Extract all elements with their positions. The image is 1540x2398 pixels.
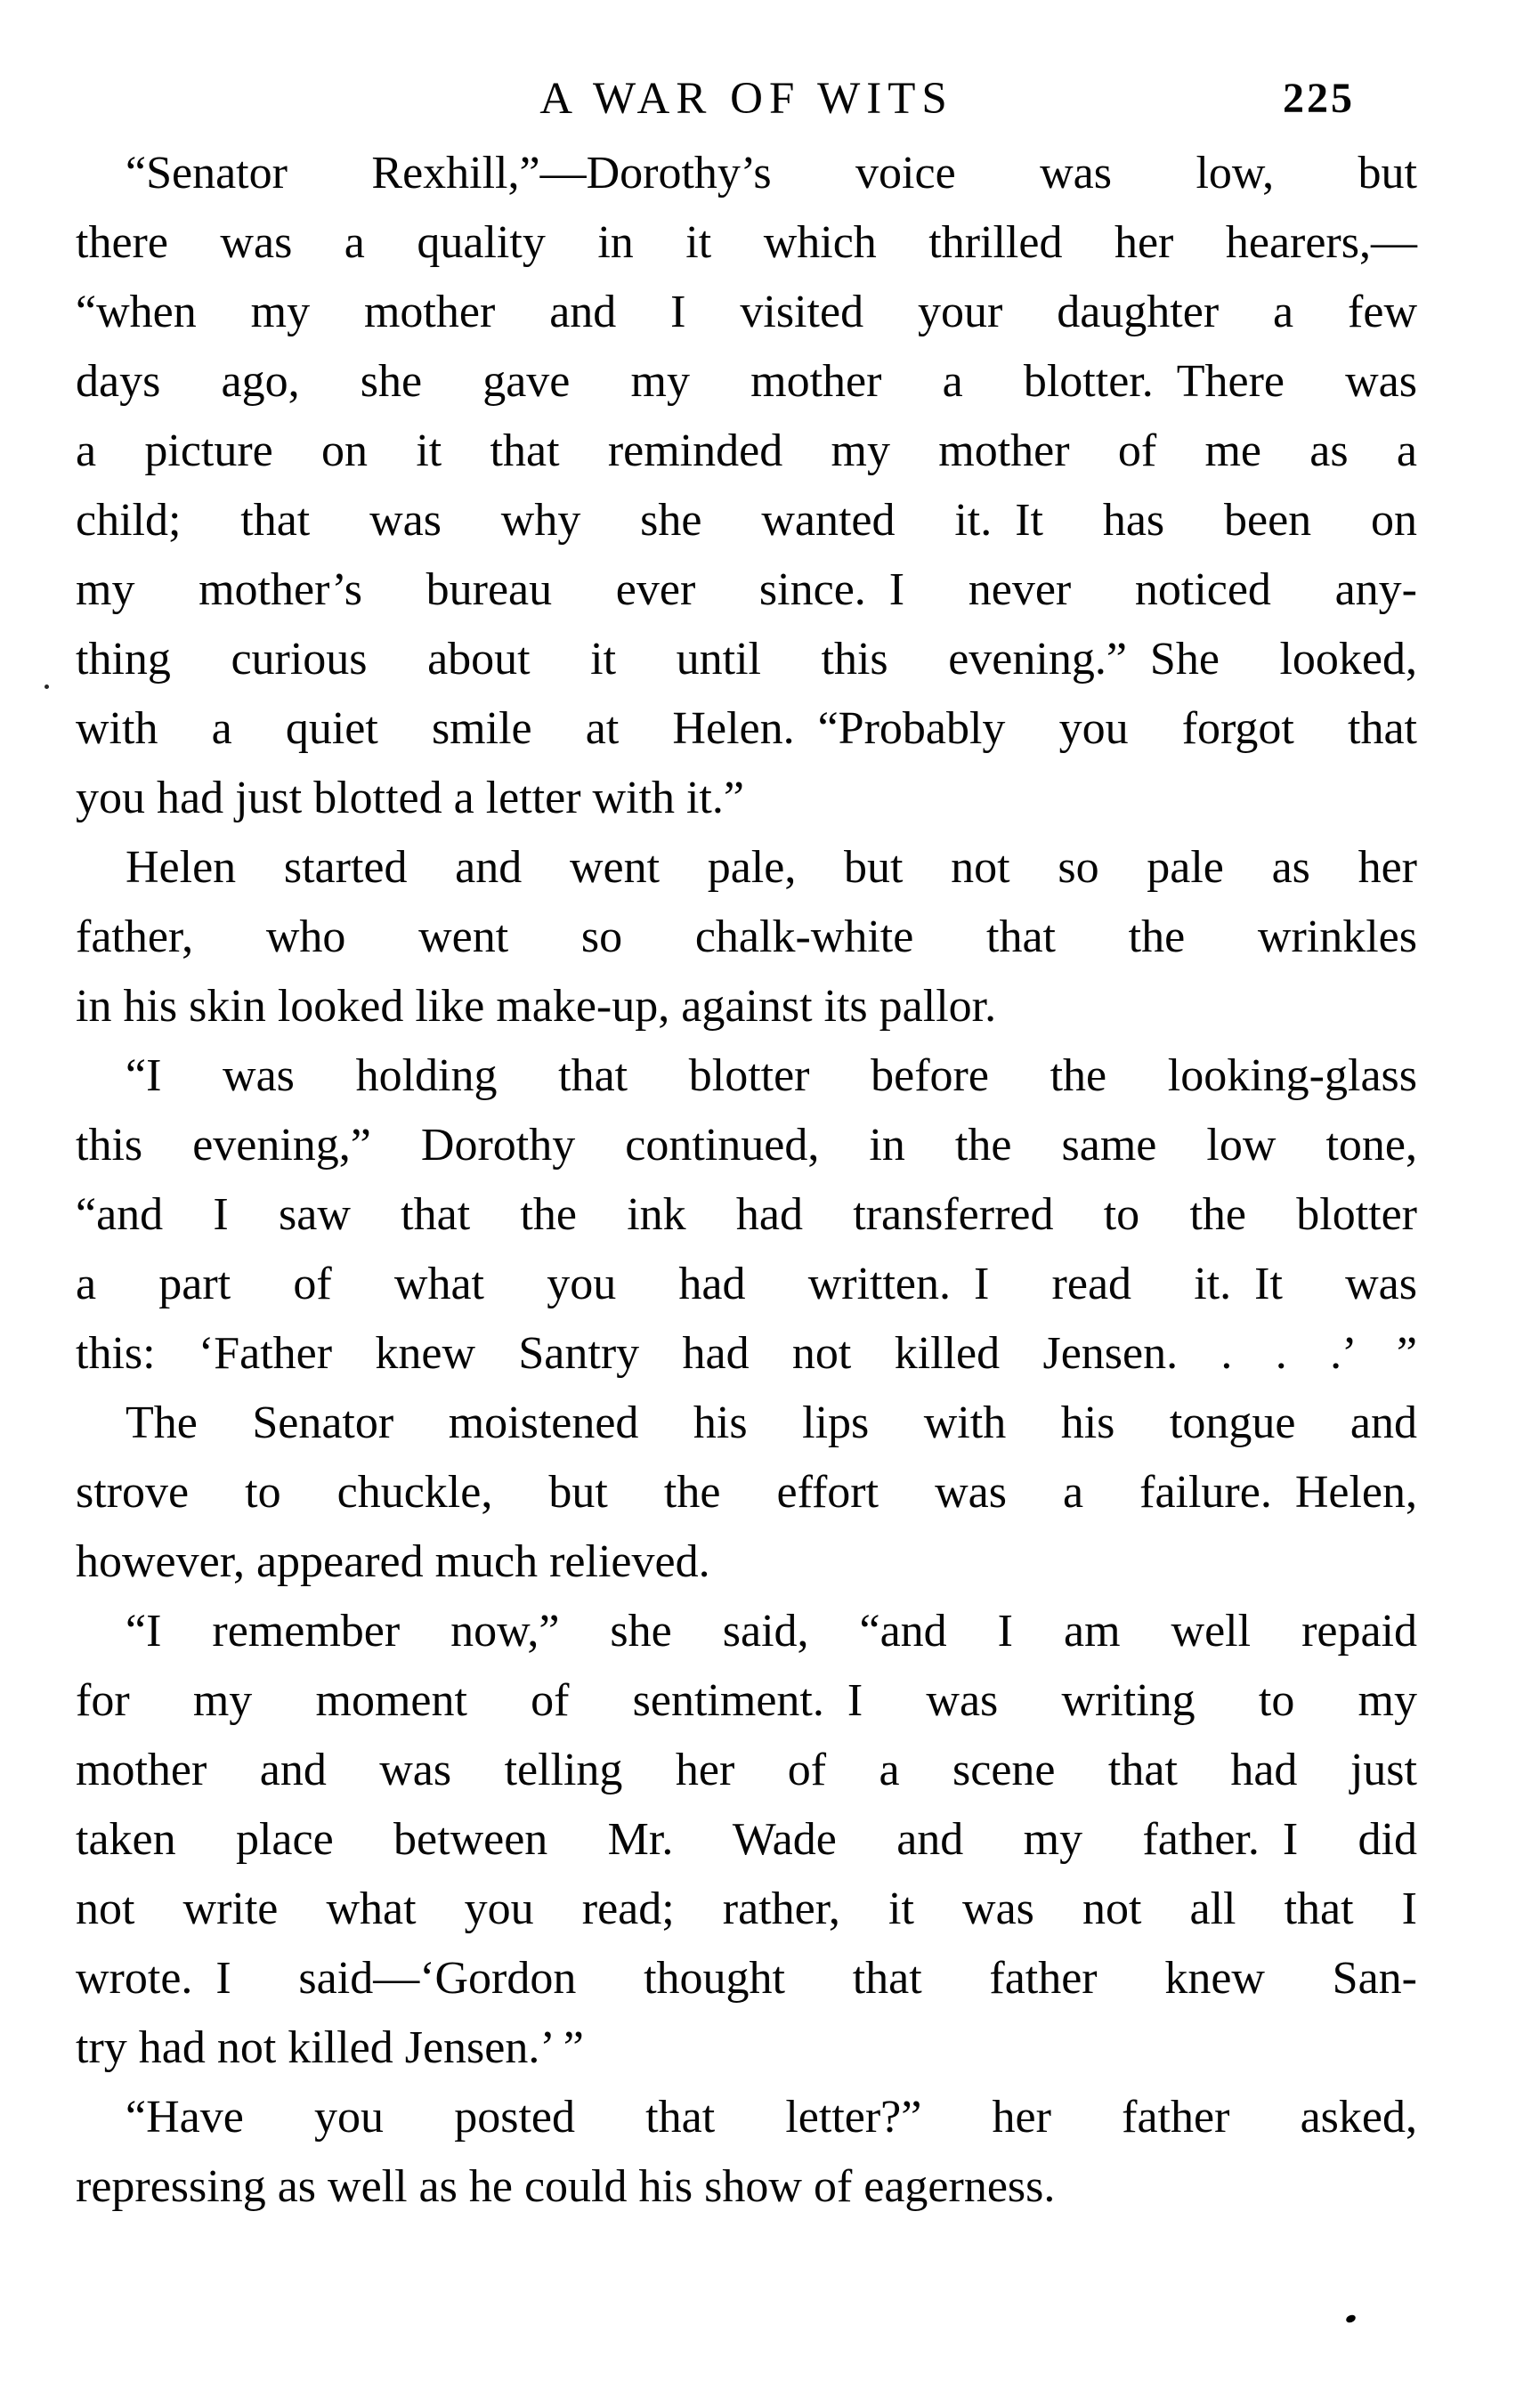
text-line: strove to chuckle, but the effort was a failure. Helen,	[76, 1467, 1417, 1518]
text-line: not write what you read; rather, it was not all that I	[76, 1884, 1417, 1934]
text-line: mother and was telling her of a scene that had just	[76, 1745, 1417, 1795]
text-line: taken place between Mr. Wade and my father. I did	[76, 1814, 1417, 1865]
text-line: “Senator Rexhill,”—Dorothy’s voice was low, but	[126, 148, 1417, 198]
text-line: a part of what you had written. I read it. It was	[76, 1259, 1417, 1309]
text-line: father, who went so chalk-white that the wrinkles	[76, 911, 1417, 962]
text-line: in his skin looked like make-up, against its pallor.	[76, 981, 997, 1032]
text-line: with a quiet smile at Helen. “Probably you forgot that	[76, 703, 1417, 754]
text-line: my mother’s bureau ever since. I never noticed any-	[76, 564, 1417, 615]
text-line: days ago, she gave my mother a blotter. There was	[76, 356, 1417, 407]
text-line: for my moment of sentiment. I was writing to my	[76, 1675, 1417, 1726]
text-line: this: ‘Father knew Santry had not killed Jensen. . . .’ ”	[76, 1328, 1417, 1379]
text-line: you had just blotted a letter with it.”	[76, 773, 744, 823]
text-line: this evening,” Dorothy continued, in the same low tone,	[76, 1120, 1417, 1171]
text-line: a picture on it that reminded my mother of me as a	[76, 425, 1417, 476]
text-line: “I remember now,” she said, “and I am well repaid	[126, 1606, 1417, 1657]
ink-speck	[45, 685, 49, 689]
text-line: “I was holding that blotter before the looking-glass	[126, 1050, 1417, 1101]
body-text	[76, 139, 1417, 2222]
text-line: child; that was why she wanted it. It has been on	[76, 495, 1417, 546]
page-header	[76, 73, 1417, 125]
text-line: there was a quality in it which thrilled her hearers,—	[76, 217, 1417, 268]
text-line: repressing as well as he could his show of eagerness.	[76, 2161, 1056, 2212]
text-line: however, appeared much relieved.	[76, 1536, 710, 1587]
text-line: “and I saw that the ink had transferred to the blotter	[76, 1189, 1417, 1240]
text-line: Helen started and went pale, but not so pale as her	[126, 842, 1417, 893]
text-line: wrote. I said—‘Gordon thought that father knew San-	[76, 1953, 1417, 2004]
running-title: A WAR OF WITS	[539, 74, 953, 124]
text-line: The Senator moistened his lips with his tongue and	[126, 1397, 1417, 1448]
ink-speck	[1345, 2313, 1358, 2325]
text-line: “Have you posted that letter?” her father asked,	[126, 2092, 1417, 2143]
page-number: 225	[1283, 75, 1355, 122]
text-line: thing curious about it until this evening.” She looked,	[76, 634, 1417, 685]
text-line: try had not killed Jensen.’ ”	[76, 2022, 584, 2073]
text-line: “when my mother and I visited your daughter a few	[76, 287, 1417, 337]
